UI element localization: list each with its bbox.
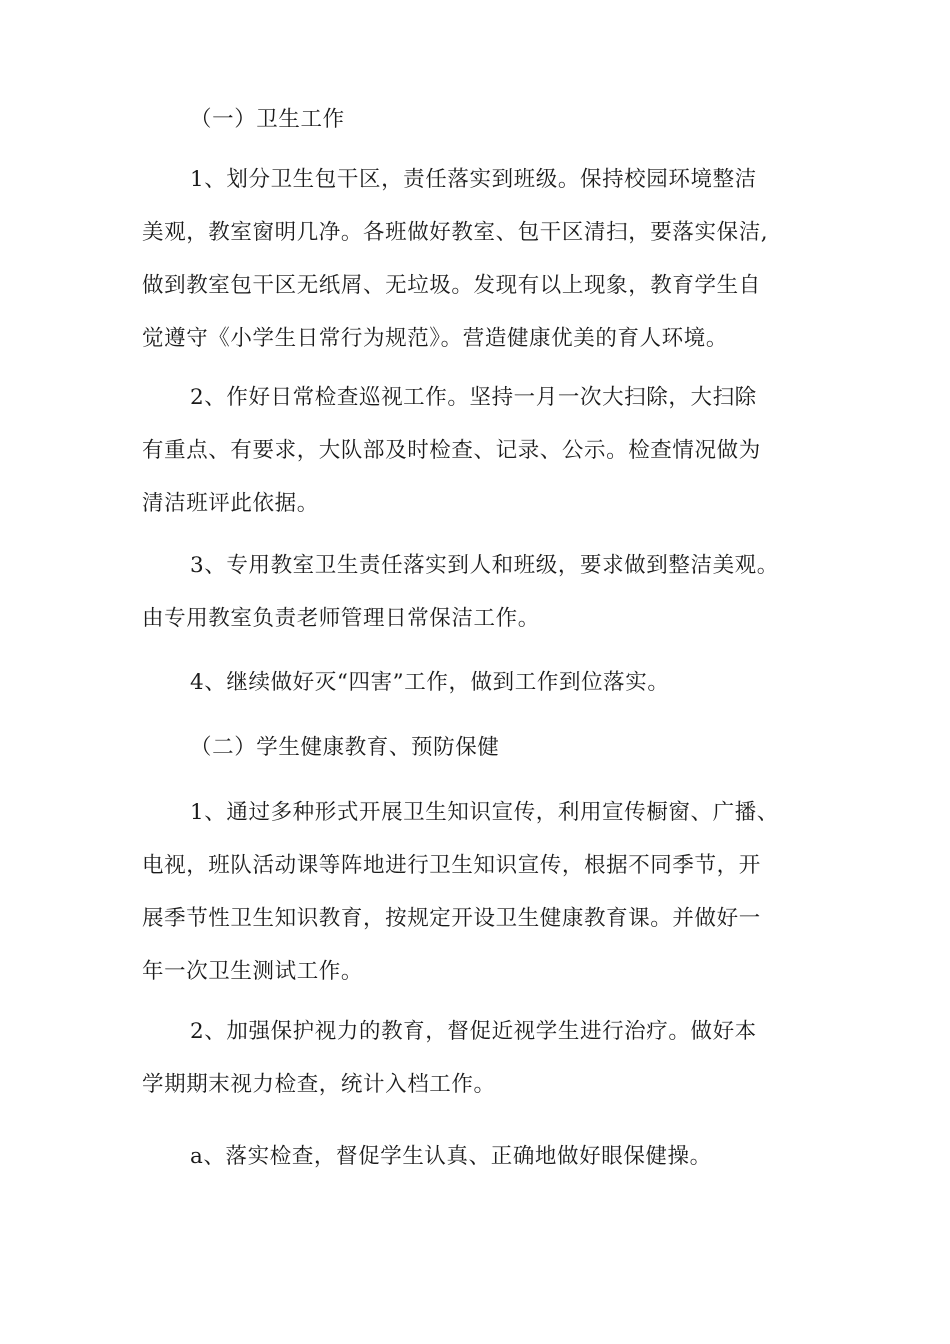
paragraph-line: 有重点、有要求，大队部及时检查、记录、公示。检查情况做为	[142, 438, 761, 463]
paragraph-line: a、落实检查，督促学生认真、正确地做好眼保健操。	[190, 1144, 712, 1169]
paragraph-line: 1、划分卫生包干区，责任落实到班级。保持校园环境整洁	[190, 167, 757, 192]
paragraph-4	[142, 656, 862, 709]
paragraph-line: 由专用教室负责老师管理日常保洁工作。	[142, 606, 540, 631]
paragraph-line: 3、专用教室卫生责任落实到人和班级，要求做到整洁美观。	[190, 553, 779, 578]
paragraph-7	[142, 1130, 862, 1183]
paragraph-3	[142, 539, 862, 645]
paragraph-line: 2、加强保护视力的教育，督促近视学生进行治疗。做好本	[190, 1019, 757, 1044]
paragraph-5	[142, 786, 862, 998]
paragraph-1	[142, 153, 862, 365]
heading-text: （一）卫生工作	[190, 107, 345, 132]
paragraph-line: 电视，班队活动课等阵地进行卫生知识宣传，根据不同季节，开	[142, 853, 761, 878]
paragraph-line: 觉遵守《小学生日常行为规范》。营造健康优美的育人环境。	[142, 326, 728, 351]
paragraph-line: 4、继续做好灭“四害”工作，做到工作到位落实。	[190, 670, 670, 695]
paragraph-line: 1、通过多种形式开展卫生知识宣传，利用宣传橱窗、广播、	[190, 800, 779, 825]
paragraph-6	[142, 1005, 862, 1111]
paragraph-line: 2、作好日常检查巡视工作。坚持一月一次大扫除，大扫除	[190, 385, 757, 410]
heading-text: （二）学生健康教育、预防保健	[190, 735, 500, 760]
section-heading-hygiene	[142, 93, 862, 146]
paragraph-line: 清洁班评此依据。	[142, 491, 319, 516]
paragraph-line: 学期期末视力检查，统计入档工作。	[142, 1072, 496, 1097]
paragraph-2	[142, 371, 862, 530]
paragraph-line: 美观，教室窗明几净。各班做好教室、包干区清扫，要落实保洁,	[142, 220, 769, 245]
section-heading-health-education	[142, 721, 862, 774]
paragraph-line: 展季节性卫生知识教育，按规定开设卫生健康教育课。并做好一	[142, 906, 761, 931]
paragraph-line: 做到教室包干区无纸屑、无垃圾。发现有以上现象，教育学生自	[142, 273, 761, 298]
paragraph-line: 年一次卫生测试工作。	[142, 959, 364, 984]
